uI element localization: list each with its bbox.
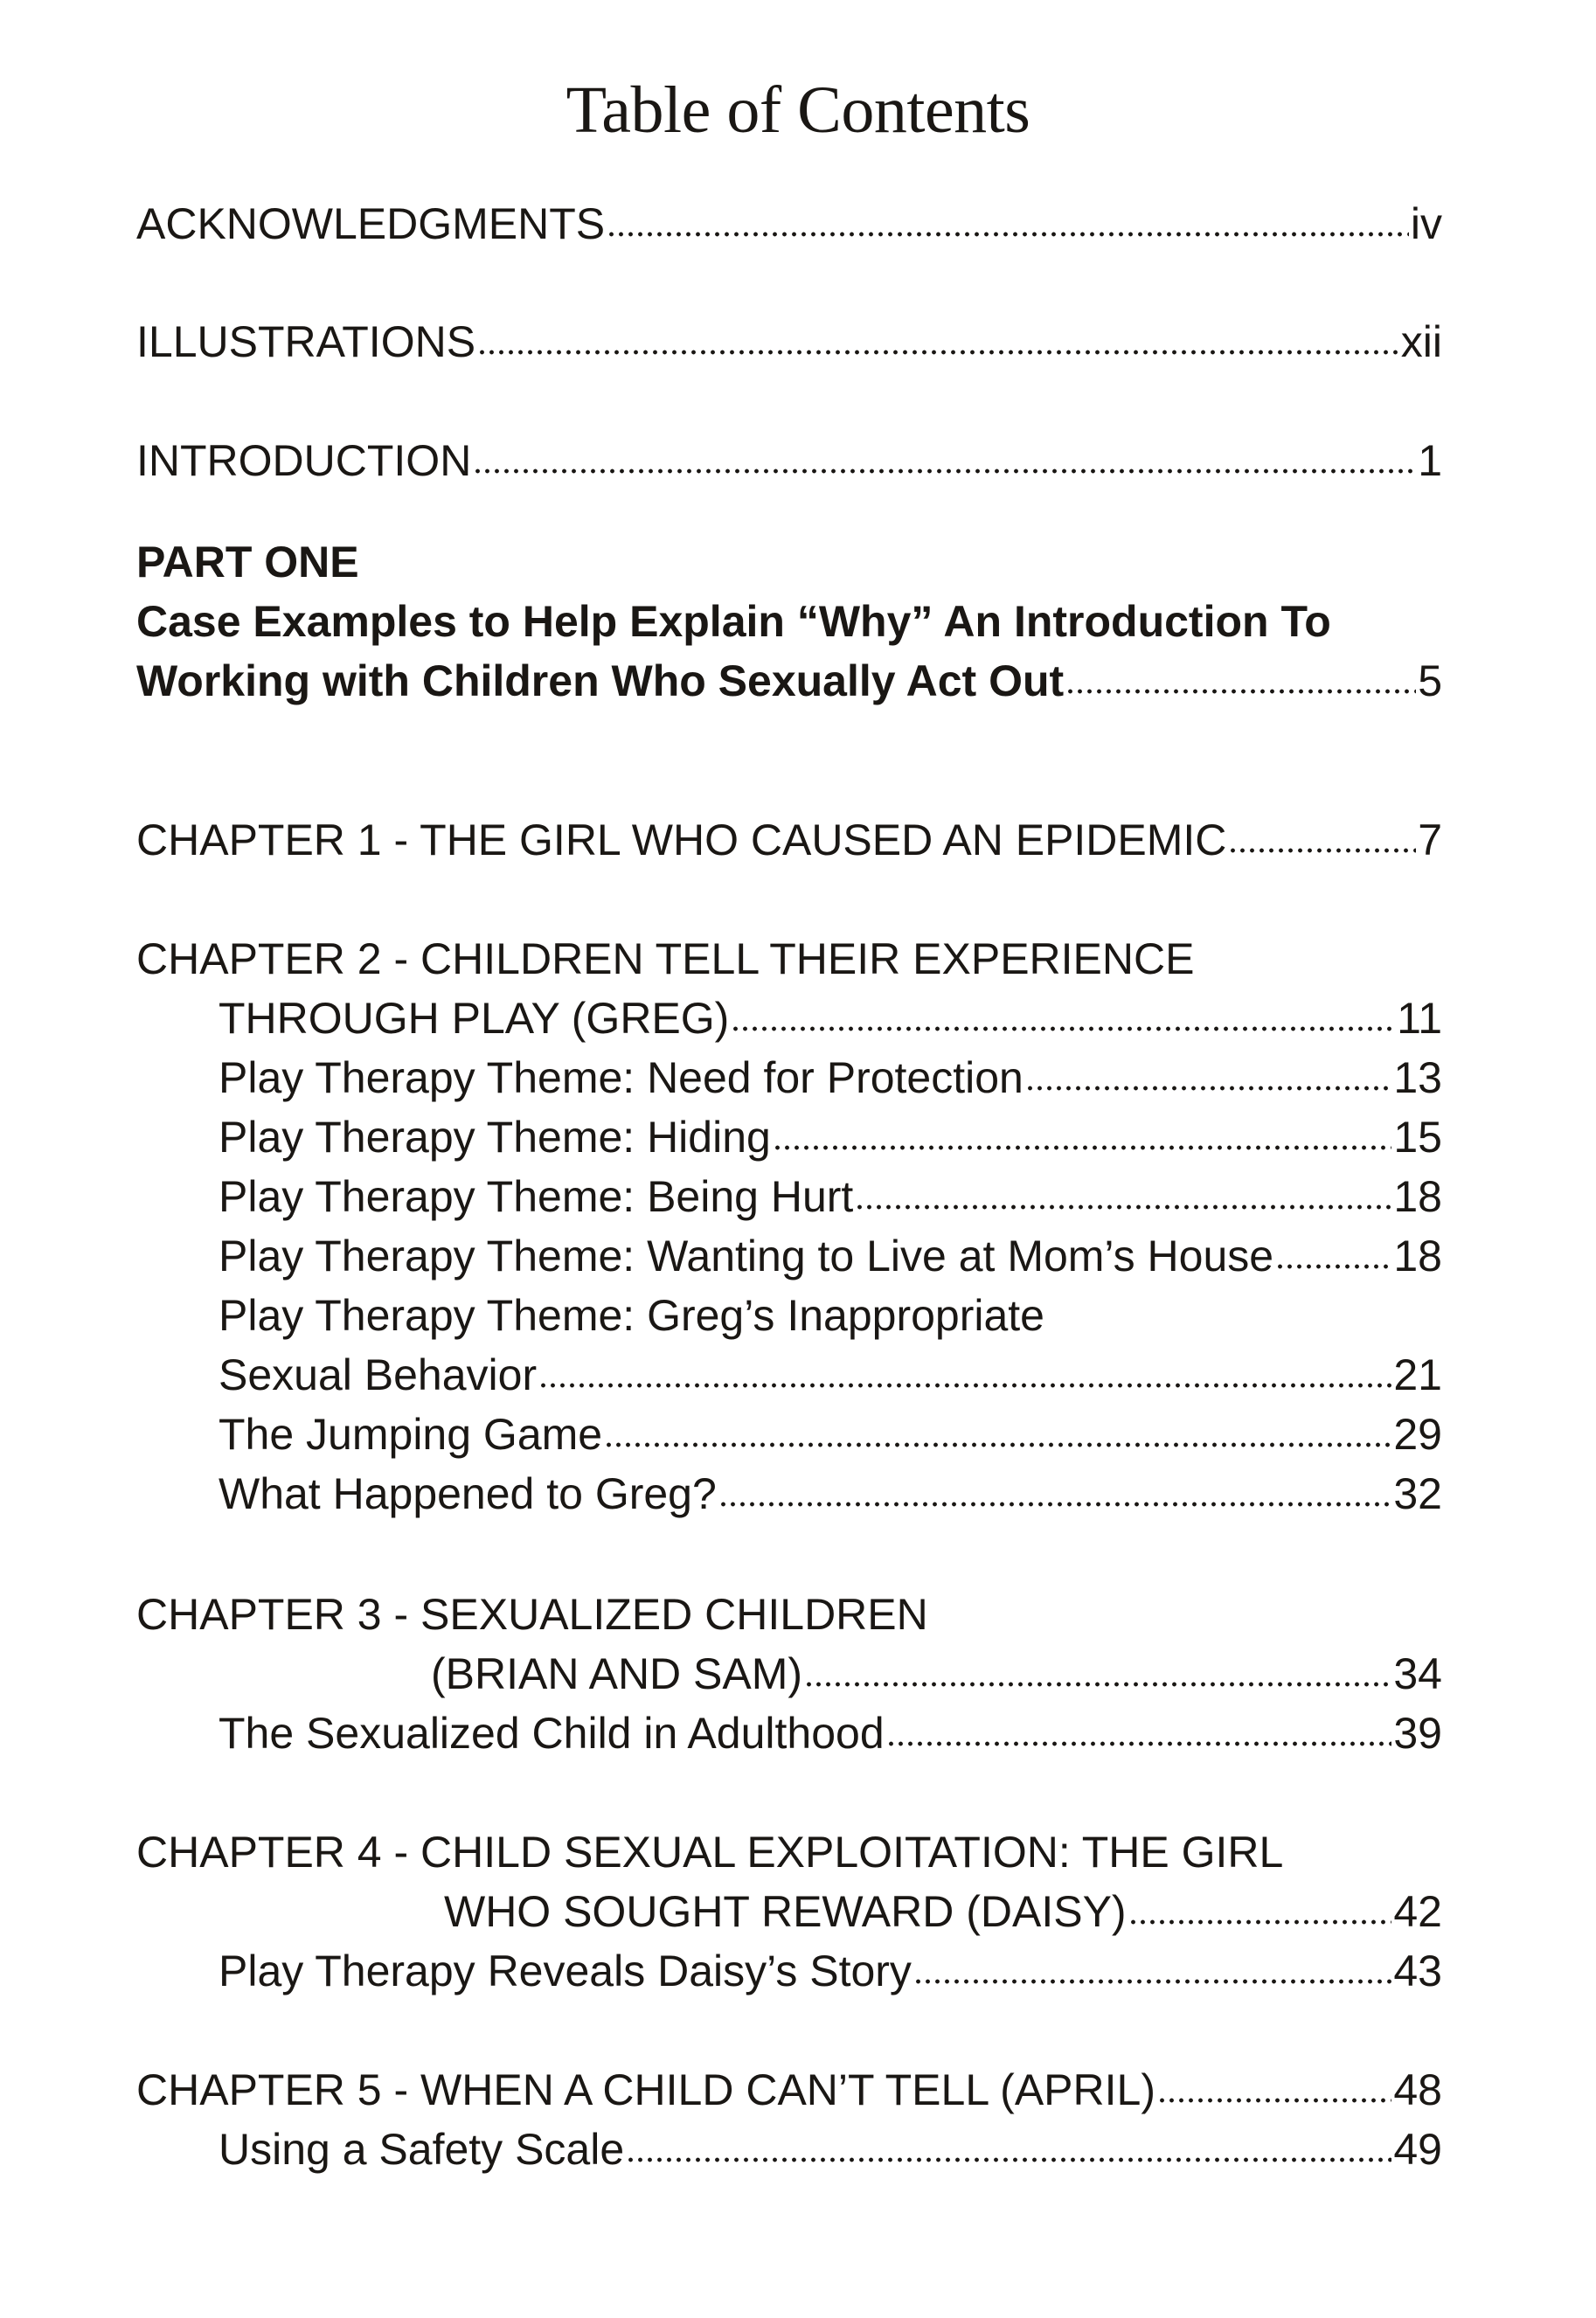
toc-entry-chapter-5[interactable] — [136, 2064, 1442, 2116]
toc-page-number: 15 — [1393, 1113, 1442, 1162]
part-one-subtitle-line1: Case Examples to Help Explain “Why” An Introduction To — [136, 597, 1331, 646]
dot-leader — [913, 1976, 1391, 1985]
toc-page-number: 39 — [1393, 1709, 1442, 1758]
chapter-2-title-line1: CHAPTER 2 - CHILDREN TELL THEIR EXPERIENCE — [136, 934, 1195, 983]
toc-entry-label: THROUGH PLAY (GREG) — [219, 994, 730, 1043]
toc-page-number: 34 — [1393, 1649, 1442, 1698]
chapter-3-title-line1: CHAPTER 3 - SEXUALIZED CHILDREN — [136, 1590, 928, 1639]
toc-entry-acknowledgments[interactable] — [136, 198, 1442, 250]
toc-page-number: 13 — [1393, 1053, 1442, 1102]
dot-leader — [626, 2155, 1391, 2163]
toc-page-number: 32 — [1393, 1469, 1442, 1518]
toc-page-number: 49 — [1393, 2125, 1442, 2174]
toc-entry-introduction[interactable] — [136, 434, 1442, 487]
toc-entry-chapter-3[interactable] — [431, 1648, 1442, 1700]
dot-leader — [1157, 2095, 1391, 2104]
toc-page-number: 48 — [1393, 2065, 1442, 2114]
dot-leader — [604, 1440, 1391, 1448]
chapter-4-title-line1: CHAPTER 4 - CHILD SEXUAL EXPLOITATION: THE GIRL — [136, 1828, 1284, 1877]
toc-entry-chapter-1[interactable] — [136, 814, 1442, 866]
dot-leader — [1025, 1083, 1392, 1092]
toc-entry-section[interactable] — [219, 1707, 1442, 1759]
dot-leader — [477, 347, 1399, 356]
toc-page-number: 42 — [1393, 1887, 1442, 1936]
dot-leader — [607, 229, 1409, 238]
toc-page-number: 1 — [1418, 436, 1442, 485]
dot-leader — [731, 1024, 1395, 1032]
toc-entry-label: Using a Safety Scale — [219, 2125, 625, 2174]
toc-entry-label: (BRIAN AND SAM) — [431, 1649, 803, 1698]
toc-entry-chapter-4[interactable] — [444, 1885, 1442, 1938]
toc-entry-label: The Sexualized Child in Adulthood — [219, 1709, 885, 1758]
toc-entry-label: Working with Children Who Sexually Act Out — [136, 656, 1065, 705]
dot-leader — [718, 1499, 1392, 1508]
dot-leader — [773, 1142, 1392, 1151]
toc-entry-section[interactable] — [219, 1051, 1442, 1104]
toc-page-number: 29 — [1393, 1410, 1442, 1459]
toc-entry-label: INTRODUCTION — [136, 436, 472, 485]
toc-page-number: 21 — [1393, 1350, 1442, 1399]
toc-entry-label: Play Therapy Theme: Wanting to Live at Mom’s House — [219, 1232, 1274, 1280]
page-title: Table of Contents — [566, 73, 1030, 147]
dot-leader — [855, 1202, 1391, 1211]
part-one-heading: PART ONE — [136, 538, 359, 586]
dot-leader — [804, 1679, 1391, 1688]
toc-entry-section[interactable] — [219, 1111, 1442, 1163]
toc-entry-label: Play Therapy Theme: Hiding — [219, 1113, 771, 1162]
section-title-line1: Play Therapy Theme: Greg’s Inappropriate — [219, 1291, 1044, 1340]
toc-entry-label: CHAPTER 5 - WHEN A CHILD CAN’T TELL (APRIL) — [136, 2065, 1155, 2114]
toc-entry-section[interactable] — [219, 1170, 1442, 1223]
dot-leader — [538, 1380, 1391, 1389]
dot-leader — [473, 466, 1416, 475]
toc-entry-label: WHO SOUGHT REWARD (DAISY) — [444, 1887, 1127, 1936]
toc-entry-label: Play Therapy Theme: Need for Protection — [219, 1053, 1024, 1102]
toc-entry-section[interactable] — [219, 1408, 1442, 1461]
toc-entry-label: Play Therapy Theme: Being Hurt — [219, 1172, 854, 1221]
dot-leader — [1275, 1261, 1391, 1270]
toc-entry-label: ACKNOWLEDGMENTS — [136, 199, 606, 248]
toc-page-number: 5 — [1418, 656, 1442, 705]
toc-entry-section[interactable] — [219, 1945, 1442, 1997]
toc-entry-label: Sexual Behavior — [219, 1350, 538, 1399]
toc-page-number: xii — [1400, 317, 1442, 366]
toc-page-number: 18 — [1393, 1172, 1442, 1221]
toc-entry-part-one[interactable] — [136, 655, 1442, 707]
toc-entry-label: CHAPTER 1 - THE GIRL WHO CAUSED AN EPIDEMIC — [136, 815, 1227, 864]
toc-entry-label: Play Therapy Reveals Daisy’s Story — [219, 1947, 912, 1995]
toc-entry-section[interactable] — [219, 1230, 1442, 1282]
toc-entry-section[interactable] — [219, 1468, 1442, 1520]
toc-page-number: iv — [1410, 199, 1442, 248]
dot-leader — [886, 1738, 1392, 1747]
toc-entry-label: ILLUSTRATIONS — [136, 317, 476, 366]
dot-leader — [1128, 1917, 1392, 1926]
dot-leader — [1065, 686, 1416, 695]
toc-entry-illustrations[interactable] — [136, 316, 1442, 368]
toc-page-number: 43 — [1393, 1947, 1442, 1995]
toc-page-number: 11 — [1397, 994, 1442, 1043]
toc-page-number: 7 — [1418, 815, 1442, 864]
dot-leader — [1228, 845, 1416, 854]
toc-entry-label: What Happened to Greg? — [219, 1469, 717, 1518]
toc-entry-chapter-2[interactable] — [219, 992, 1442, 1044]
toc-entry-section[interactable] — [219, 1349, 1442, 1401]
toc-entry-section[interactable] — [219, 2123, 1442, 2176]
toc-entry-label: The Jumping Game — [219, 1410, 603, 1459]
toc-page-number: 18 — [1393, 1232, 1442, 1280]
